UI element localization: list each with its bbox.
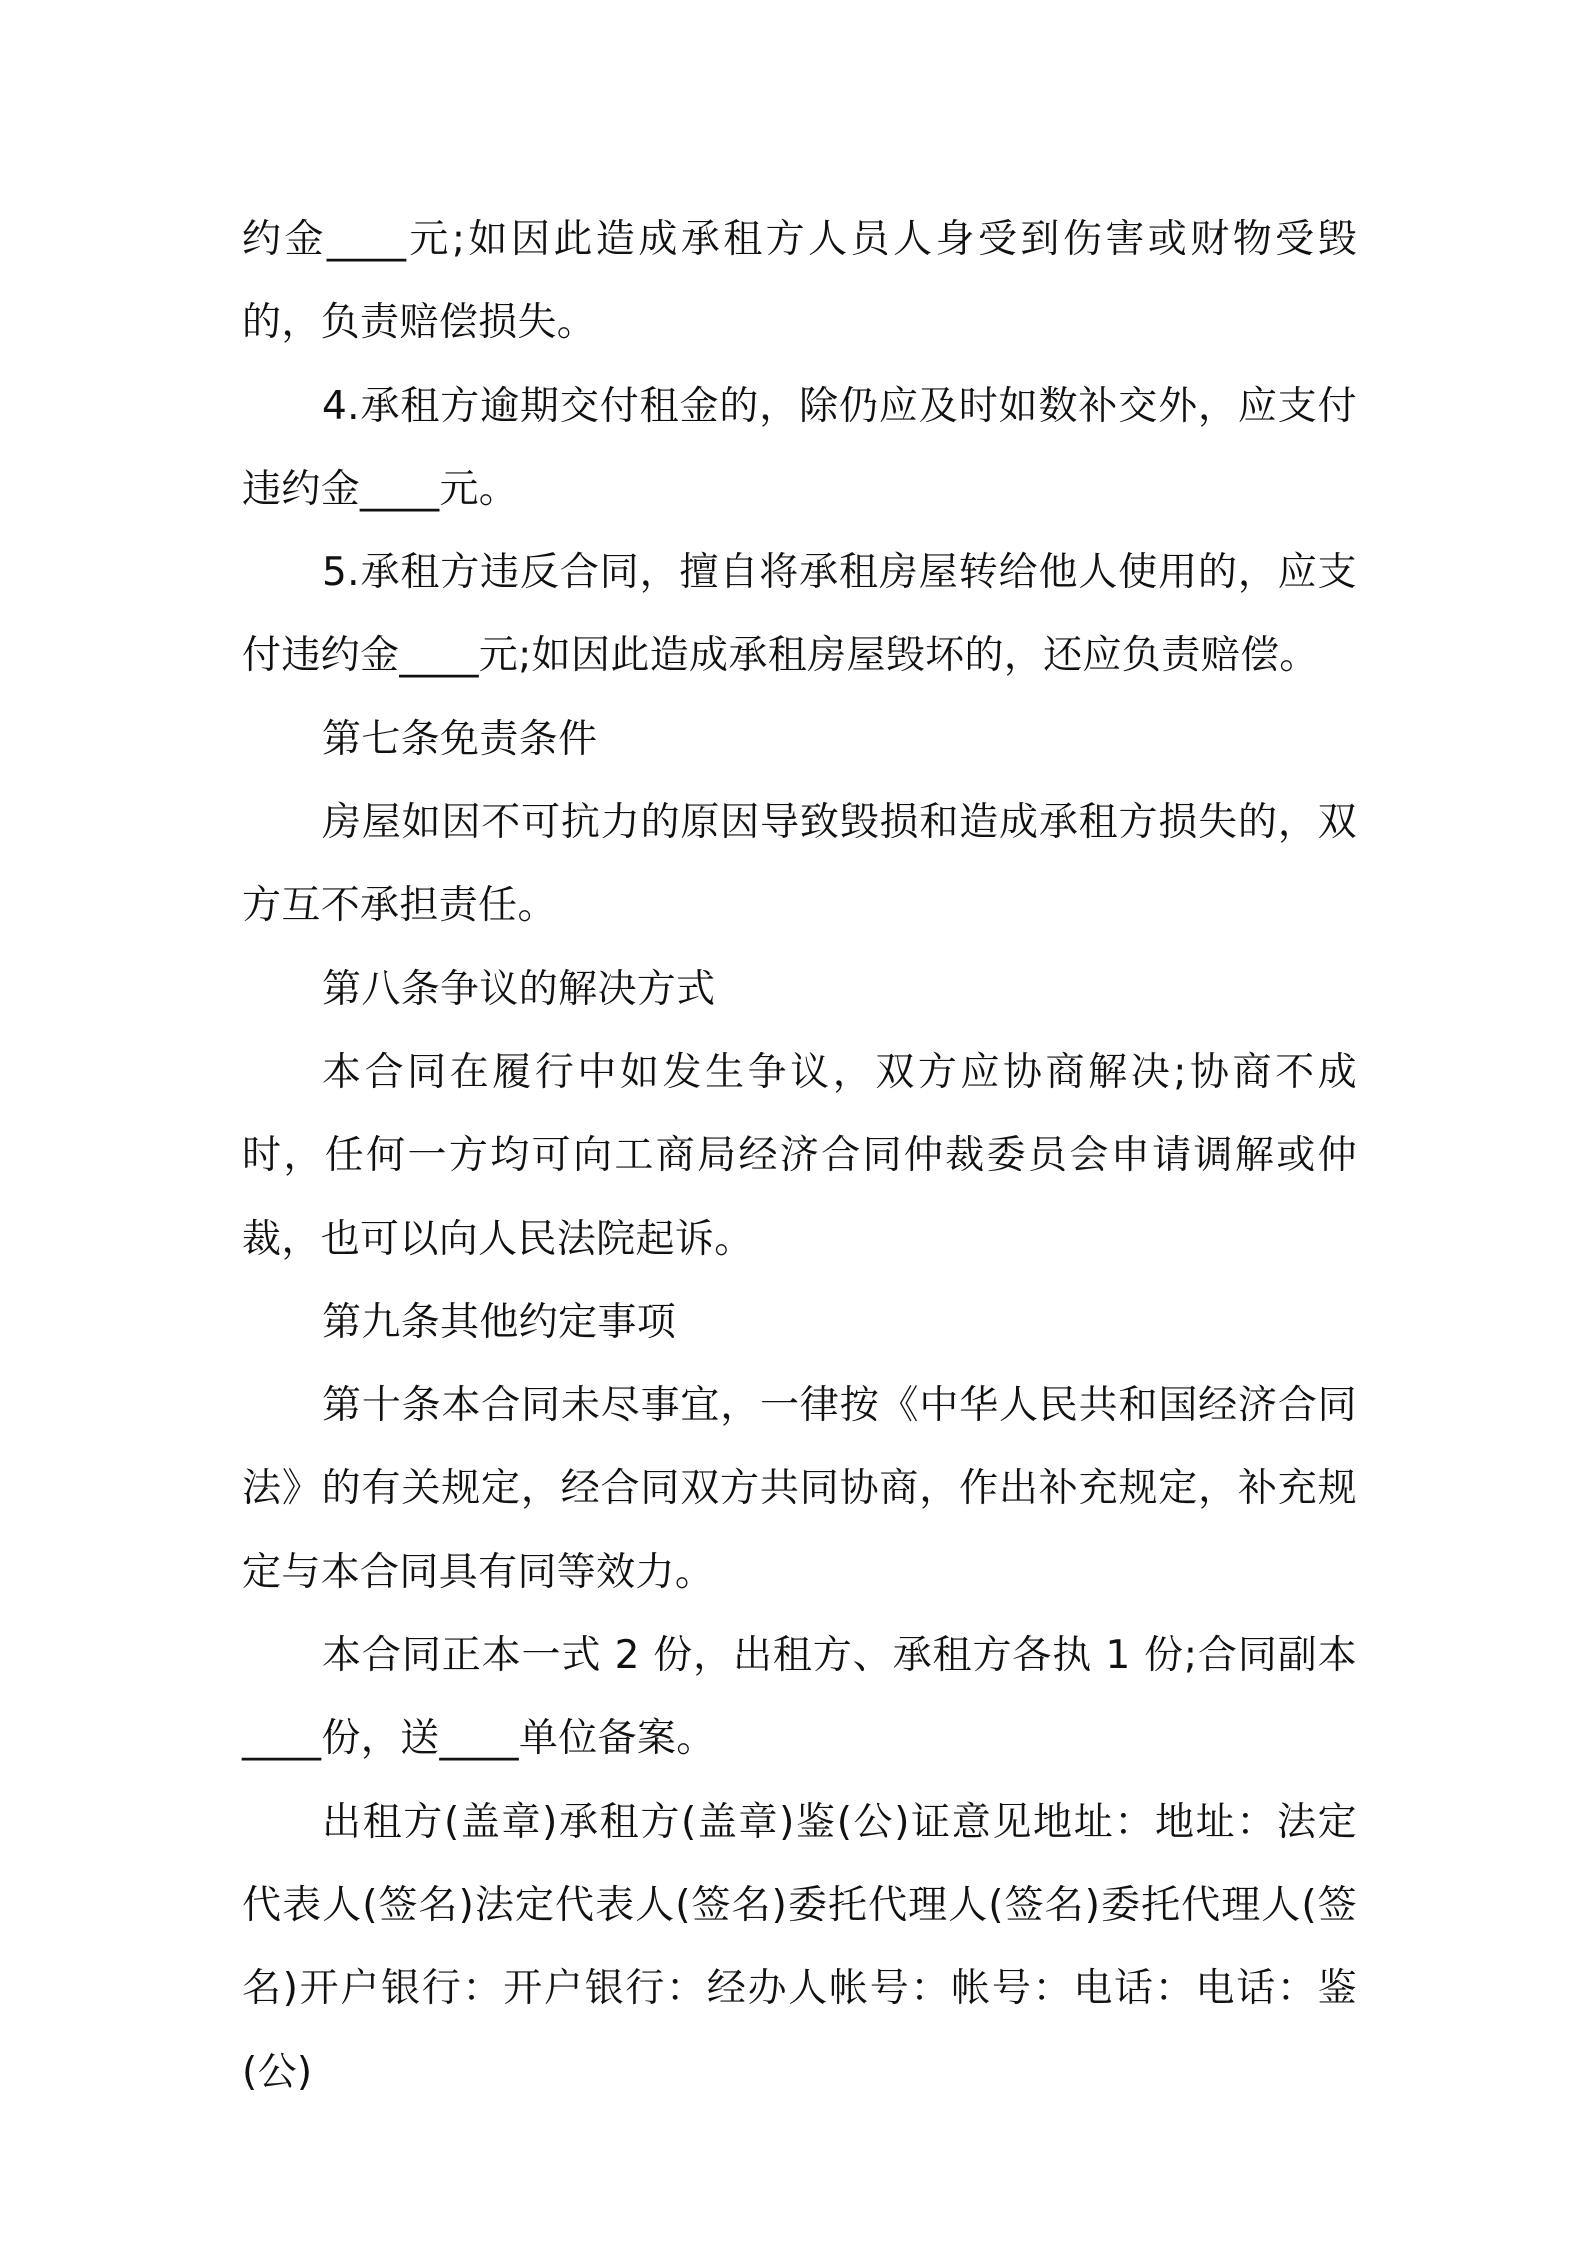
article-8-heading: 第八条争议的解决方式 <box>322 966 716 1012</box>
article-9-heading: 第九条其他约定事项 <box>322 1299 677 1345</box>
document-page <box>242 198 1357 2114</box>
paragraph-dispute-resolution: 本合同在履行中如发生争议，双方应协商解决;协商不成时，任何一方均可向工商局经济合同仲裁委员会申请调解或仲裁，也可以向人民法院起诉。 <box>242 1049 1357 1262</box>
paragraph-sublet-penalty: 5.承租方违反合同，擅自将承租房屋转给他人使用的，应支付违约金____元;如因此造成承租房屋毁坏的，还应负责赔偿。 <box>242 550 1357 679</box>
paragraph-contract-copies: 本合同正本一式 2 份，出租方、承租方各执 1 份;合同副本____份，送____单位备案。 <box>242 1633 1357 1762</box>
article-7-heading: 第七条免责条件 <box>322 716 598 762</box>
paragraph-article-10: 第十条本合同未尽事宜，一律按《中华人民共和国经济合同法》的有关规定，经合同双方共同协商，作出补充规定，补充规定与本合同具有同等效力。 <box>242 1383 1357 1595</box>
paragraph-signature-block: 出租方(盖章)承租方(盖章)鉴(公)证意见地址：地址：法定代表人(签名)法定代表人(签名)委托代理人(签名)委托代理人(签名)开户银行：开户银行：经办人帐号：帐号：电话：电话：鉴(公) <box>242 1799 1357 2095</box>
paragraph-force-majeure: 房屋如因不可抗力的原因导致毁损和造成承租方损失的，双方互不承担责任。 <box>242 800 1357 929</box>
paragraph-late-rent-penalty: 4.承租方逾期交付租金的，除仍应及时如数补交外，应支付违约金____元。 <box>242 383 1357 512</box>
paragraph-penalty-continued: 约金____元;如因此造成承租方人员人身受到伤害或财物受毁的，负责赔偿损失。 <box>242 217 1357 346</box>
